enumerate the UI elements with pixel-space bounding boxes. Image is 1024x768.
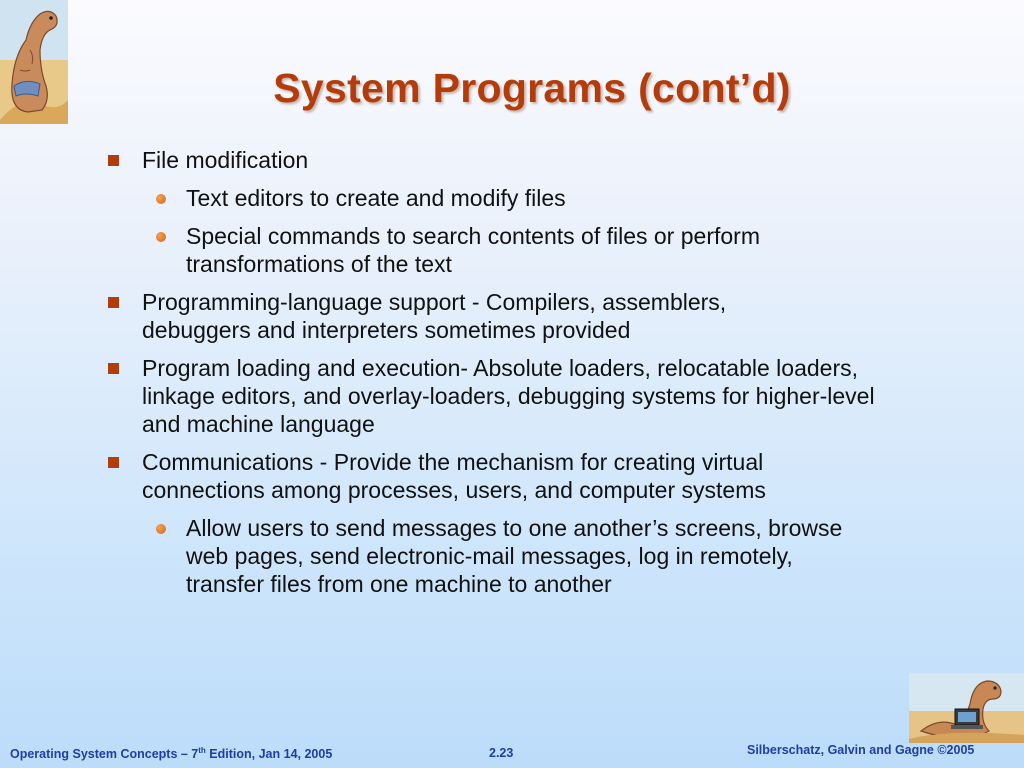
footer-edition-superscript: th: [198, 746, 206, 755]
sub-bullet-item: [106, 184, 906, 212]
bullet-item: [106, 288, 906, 344]
footer-book-title-prefix: Operating System Concepts – 7: [10, 747, 199, 762]
square-bullet-icon: [108, 457, 119, 468]
bullet-item: [106, 448, 906, 504]
bullet-text: Program loading and execution- Absolute loaders, relocatable loaders, linkage editors, and overlay-loaders, debugging systems for higher-level and machine language: [142, 355, 875, 437]
bullet-text: Programming-language support - Compilers, assemblers, debuggers and interpreters sometimes provided: [142, 289, 727, 343]
square-bullet-icon: [108, 297, 119, 308]
slide-number: 2.23: [489, 746, 514, 760]
circle-bullet-icon: [156, 232, 166, 242]
sub-bullet-item: [106, 514, 906, 598]
footer-book-title-suffix: Edition, Jan 14, 2005: [205, 747, 333, 762]
bullet-list: [106, 146, 906, 608]
square-bullet-icon: [108, 363, 119, 374]
bullet-item: [106, 354, 906, 438]
dinosaur-laptop-illustration-icon: [909, 673, 1024, 743]
sub-bullet-text: Special commands to search contents of files or perform transformations of the text: [186, 223, 760, 277]
circle-bullet-icon: [156, 194, 166, 204]
circle-bullet-icon: [156, 524, 166, 534]
sub-bullet-item: [106, 222, 906, 278]
square-bullet-icon: [108, 155, 119, 166]
footer-authors: Silberschatz, Galvin and Gagne ©2005: [747, 743, 975, 757]
bullet-text: Communications - Provide the mechanism for creating virtual connections among processes, users, and computer systems: [142, 449, 766, 503]
slide-title: System Programs (cont’d): [273, 65, 791, 112]
bullet-item: [106, 146, 906, 174]
sub-bullet-text: Allow users to send messages to one another’s screens, browse web pages, send electronic-mail messages, log in remotely, transfer files from one machine to another: [186, 515, 843, 597]
sub-bullet-text: Text editors to create and modify files: [186, 185, 566, 211]
bullet-text: File modification: [142, 147, 309, 173]
footer-book-title: [10, 746, 332, 761]
